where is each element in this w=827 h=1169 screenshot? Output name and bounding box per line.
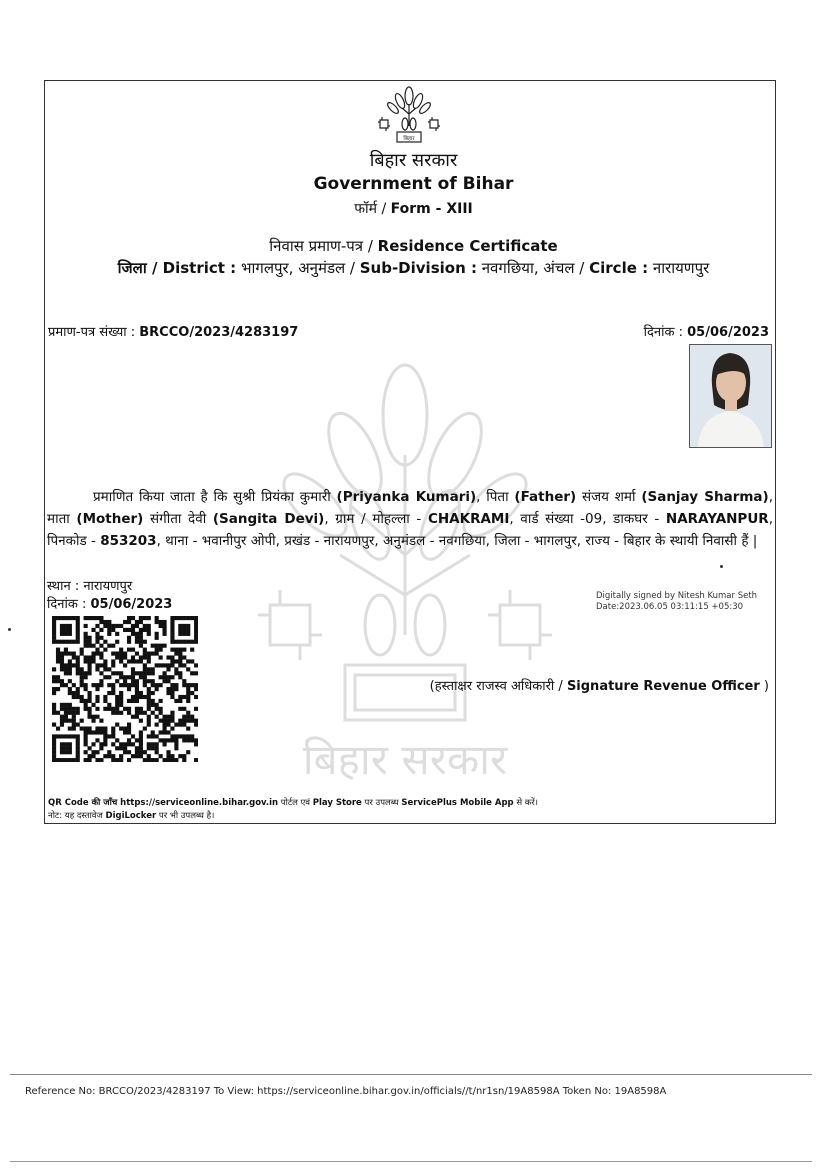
cert-no-value: BRCCO/2023/4283197 (139, 325, 299, 340)
signature-english: Signature Revenue Officer (566, 679, 760, 694)
qr-code (52, 616, 198, 762)
note1-url: https://serviceonline.bihar.gov.in (120, 798, 279, 808)
subdivision-value: नवगछिया, अंचल / (476, 259, 590, 277)
body-text: , माता (47, 489, 773, 527)
note1-app: ServicePlus Mobile App (401, 798, 514, 808)
applicant-name: (Priyanka Kumari) (336, 489, 477, 505)
body-text: संजय शर्मा (576, 489, 642, 505)
digital-signature-date: Date:2023.06.05 03:11:15 +05:30 (596, 602, 744, 612)
form-number (0, 199, 827, 218)
signature-hindi: (हस्ताक्षर राजस्व अधिकारी / (429, 679, 567, 694)
person-photo-icon (690, 345, 771, 447)
note1-mid2: पर उपलब्ध (361, 798, 402, 808)
body-text: प्रमाणित किया जाता है कि सुश्री प्रियंका कुमारी (93, 489, 337, 505)
date-value: 05/06/2023 (687, 325, 769, 340)
district-label: जिला / District : (117, 259, 237, 277)
note1-mid: पोर्टल एवं (278, 798, 313, 808)
footer-date-label: दिनांक : (47, 597, 91, 612)
footer-date-value: 05/06/2023 (90, 597, 173, 612)
scan-speck (720, 565, 723, 568)
bottom-divider (10, 1161, 812, 1162)
applicant-photo (689, 344, 772, 448)
signature-line (430, 676, 769, 694)
reference-line: Reference No: BRCCO/2023/4283197 To View: https://serviceonline.bihar.gov.in/officials//t/nr1sn/19A8598A Token No: 19A8598A (25, 1086, 667, 1097)
pin-code: 853203 (100, 533, 157, 549)
place-value: नारायणपुर (83, 579, 133, 594)
body-text: संगीता देवी (143, 511, 213, 527)
certificate-title (0, 236, 827, 256)
reference-divider (10, 1074, 812, 1075)
mother-label: (Mother) (76, 511, 144, 527)
body-text: , पिता (476, 489, 515, 505)
note2-pre: नोट: यह दस्तावेज (48, 811, 106, 821)
emblem-label: बिहार (403, 136, 415, 142)
english-title: Government of Bihar (313, 174, 514, 194)
watermark-tree-icon (250, 355, 560, 795)
note1-store: Play Store (312, 798, 362, 808)
cert-title-english: Residence Certificate (377, 237, 558, 255)
date-label: दिनांक : (643, 325, 688, 340)
circle-label: Circle : (589, 259, 649, 277)
form-label: Form - XIII (390, 201, 473, 217)
location-line (0, 258, 827, 278)
subdivision-label: Sub-Division : (359, 259, 477, 277)
village-name: CHAKRAMI (427, 511, 510, 527)
circle-value: नारायणपुर (648, 259, 710, 277)
body-text: , पिनकोड - (47, 511, 773, 549)
bodhi-tree-icon (376, 86, 442, 144)
footer-date (47, 594, 172, 612)
bihar-emblem (376, 86, 442, 144)
hindi-title: बिहार सरकार (369, 150, 458, 171)
qr-code-icon (52, 616, 198, 762)
post-office: NARAYANPUR (665, 511, 769, 527)
note1-pre: QR Code की जाँच (48, 798, 121, 808)
note2-digilocker: DigiLocker (105, 811, 157, 821)
body-text: , थाना - भवानीपुर ओपी, प्रखंड - नारायणपुर, अनुमंडल - नवगछिया, जिला - भागलपुर, राज्य - बिहार के स्थायी निवासी हैं | (156, 533, 758, 549)
qr-verification-note (48, 797, 538, 808)
digital-signature-name: Digitally signed by Nitesh Kumar Seth (596, 591, 758, 601)
father-name: (Sanjay Sharma) (641, 489, 769, 505)
place-label: स्थान : (47, 579, 84, 594)
watermark-emblem (250, 355, 560, 795)
cert-title-hindi: निवास प्रमाण-पत्र / (269, 237, 378, 255)
body-text: , ग्राम / मोहल्ला - (324, 511, 428, 527)
watermark-text: बिहार सरकार (302, 735, 508, 784)
digilocker-note (48, 810, 214, 821)
digital-signature (596, 591, 757, 613)
signature-close: ) (759, 679, 769, 694)
body-text: , वार्ड संख्या -09, डाकघर - (509, 511, 666, 527)
certificate-body (47, 486, 773, 552)
issue-date (644, 322, 769, 340)
scan-speck (8, 628, 11, 631)
form-prefix: फॉर्म / (354, 201, 391, 217)
mother-name: (Sangita Devi) (212, 511, 325, 527)
note2-end: पर भी उपलब्ध है। (156, 811, 215, 821)
district-value: भागलपुर, अनुमंडल / (236, 259, 360, 277)
note1-end: से करें। (513, 798, 539, 808)
certificate-number (48, 322, 298, 340)
cert-no-label: प्रमाण-पत्र संख्या : (48, 325, 140, 340)
father-label: (Father) (514, 489, 577, 505)
place-line (47, 576, 132, 594)
